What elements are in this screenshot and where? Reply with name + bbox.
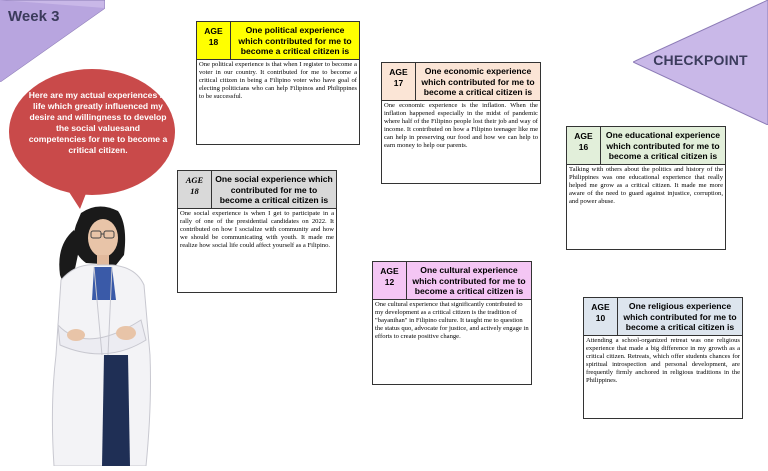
age-cell [382,63,416,100]
card-title: One educational experience which contributed for me to become a critical citizen is [605,130,721,161]
card-title: One cultural experience which contributed for me to become a critical citizen is [412,265,526,296]
age-label: AGE [389,67,408,77]
educational-experience-card [566,126,726,250]
card-body: One economic experience is the inflation. When the inflation happened especially in the midst of pandemic where half of the Filipino people lost their job and way of income. It contributed on how a Filipino teenager like me can help in preserving our food and how we can help to earn money to help our parents. [384,101,538,149]
student-avatar [46,205,186,466]
card-title: One social experience which contributed for me to become a critical citizen is [215,174,333,205]
age-value: 18 [208,37,219,47]
card-body: One political experience is that when I register to become a voter in our country. It contributed for me to become a critical citizen in being a Filipino voter who have goal of electing politicians who can help Filipinos and Philippines to be successful. [199,60,357,100]
card-header [584,298,742,336]
age-value: 12 [384,277,395,287]
age-cell [197,22,231,59]
card-body: One social experience is when I get to participate in a rally of one of the presidential candidates on 2022. It contributed on how I socialize with community and how we should be communicating with youth. It made me realize how social life could affect yourself as a Filipino. [180,209,334,249]
card-header [382,63,540,101]
week-label: Week 3 [8,8,60,25]
age-cell [567,127,601,164]
card-title: One religious experience which contributed for me to become a critical citizen is [623,301,737,332]
age-cell [373,262,407,299]
card-body: Attending a school-organized retreat was one religious experience that made a big difference in my growth as a critical citizen. Retreats, which offer students chances for spiritual introspection and personal development, are frequently firmly anchored in religious traditions in the Philippines. [586,336,740,384]
card-title: One economic experience which contributed for me to become a critical citizen is [421,66,535,97]
checkpoint-banner [633,0,768,125]
card-body: One cultural experience that significantly contributed to my development as a critical citizen is the tradition of "bayanihan" in Filipino culture. It taught me to question the status quo, advocate for justice, and actively engage in efforts to create positive change. [375,300,529,340]
age-cell [584,298,618,335]
card-body: Talking with others about the politics and history of the Philippines was one educational experience that really helped me grow as a critical citizen. It made me more aware of the need to guard against injustice, corruption, and power abuse. [569,165,723,205]
age-label: AGE [380,266,399,276]
cultural-experience-card [372,261,532,385]
speech-bubble [8,66,188,211]
age-value: 16 [578,142,589,152]
checkpoint-label: CHECKPOINT [653,52,748,68]
social-experience-card [177,170,337,293]
economic-experience-card [381,62,541,184]
card-header [373,262,531,300]
age-label: AGE [574,131,593,141]
age-label: AGE [591,302,610,312]
age-label: AGE [185,175,204,185]
card-header [178,171,336,209]
card-header [197,22,359,60]
card-header [567,127,725,165]
age-label: AGE [204,26,223,36]
age-value: 18 [190,186,199,196]
age-cell [178,171,212,208]
bubble-text: Here are my actual experiences in life which greatly influenced my desire and willingness to develop the social valuesand competencies for me to become a critical citizen. [28,90,168,155]
political-experience-card [196,21,360,145]
card-title: One political experience which contributed for me to become a critical citizen is [238,25,352,56]
age-value: 10 [595,313,606,323]
age-value: 17 [393,78,404,88]
religious-experience-card [583,297,743,419]
